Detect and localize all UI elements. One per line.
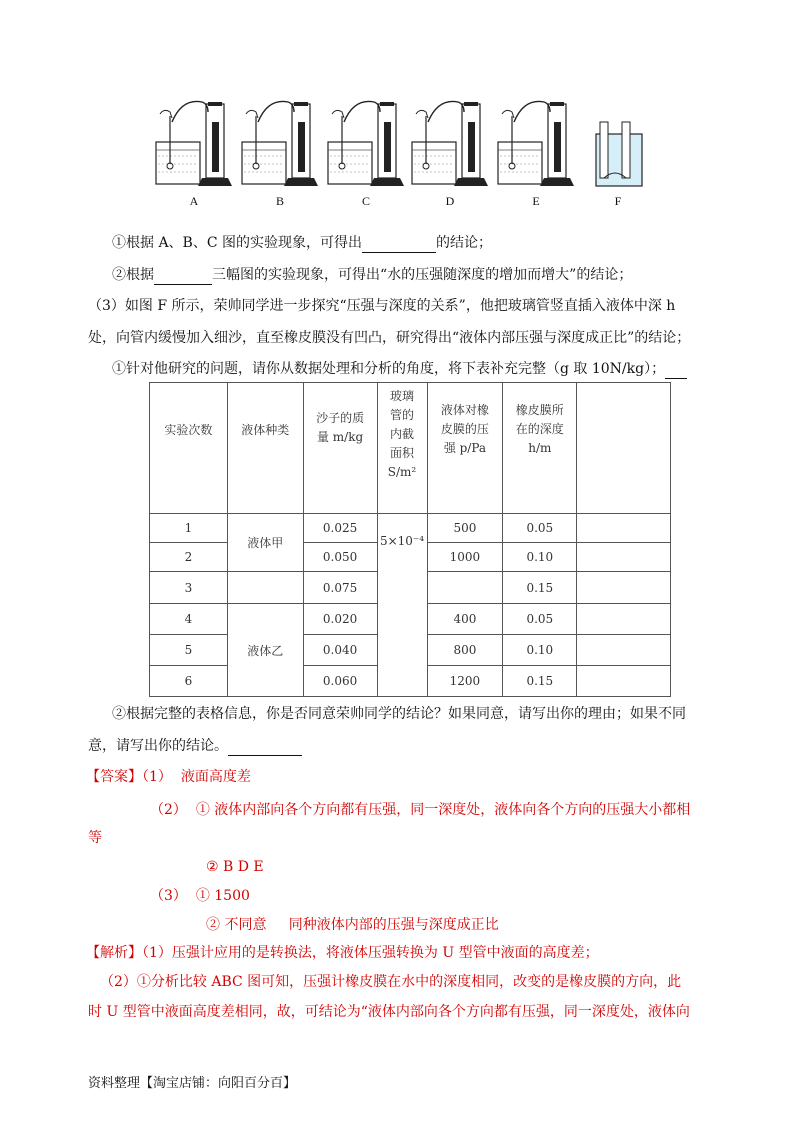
cell-trial: 5 bbox=[150, 635, 228, 666]
cell-extra[interactable] bbox=[577, 514, 671, 543]
cell-pressure-blank[interactable] bbox=[427, 572, 503, 604]
header-liquid: 液体种类 bbox=[227, 383, 303, 514]
answer-2-line1: ① 液体内部向各个方向都有压强，同一深度处，液体向各个方向的压强大小都相 bbox=[195, 802, 691, 818]
answer-blank[interactable] bbox=[362, 232, 436, 253]
answer-1-text: 液面高度差 bbox=[180, 769, 251, 785]
cell-trial: 6 bbox=[150, 666, 228, 697]
question-3-line1: （3）如图 F 所示，荣帅同学进一步探究“压强与深度的关系”，他把玻璃管竖直插入液体中深 h bbox=[88, 298, 676, 314]
cell-mass: 0.075 bbox=[303, 572, 377, 604]
cell-area: 5×10⁻⁴ bbox=[377, 514, 427, 697]
footer-credit: 资料整理【淘宝店铺：向阳百分百】 bbox=[88, 1076, 297, 1091]
cell-extra[interactable] bbox=[577, 666, 671, 697]
cell-liquid-b: 液体乙 bbox=[227, 604, 303, 697]
question-3-1 bbox=[112, 358, 687, 379]
figure-label-a: A bbox=[189, 194, 199, 208]
figure-label-d: D bbox=[445, 194, 455, 208]
header-extra[interactable] bbox=[577, 383, 671, 514]
header-pressure: 液体对橡 皮膜的压 强 p/Pa bbox=[427, 383, 503, 514]
answer-tag: 【答案】 bbox=[86, 769, 142, 785]
question-2-2-text: 三幅图的实验现象，可得出“水的压强随深度的增加而增大”的结论； bbox=[212, 267, 633, 283]
header-trial: 实验次数 bbox=[150, 383, 228, 514]
question-2-1 bbox=[112, 232, 492, 253]
answer-blank[interactable] bbox=[154, 264, 212, 285]
figure-label-e: E bbox=[532, 194, 540, 208]
cell-trial: 3 bbox=[150, 572, 228, 604]
header-area: 玻璃 管的 内截 面积 S/m² bbox=[377, 383, 427, 514]
cell-depth: 0.05 bbox=[503, 514, 577, 543]
cell-mass: 0.040 bbox=[303, 635, 377, 666]
table-row bbox=[150, 514, 671, 543]
cell-pressure: 1000 bbox=[427, 543, 503, 572]
header-depth: 橡皮膜所 在的深度 h/m bbox=[503, 383, 577, 514]
data-table bbox=[149, 382, 671, 697]
analysis-p1: （1）压强计应用的是转换法，将液体压强转换为 U 型管中液面的高度差； bbox=[142, 945, 599, 961]
answer-3-2-verdict: ② 不同意 bbox=[206, 917, 267, 933]
question-3-line2: 处，向管内缓慢加入细沙，直至橡皮膜没有凹凸，研究得出“液体内部压强与深度成正比”的结论； bbox=[88, 330, 691, 346]
question-3-2-text: 意，请写出你的结论。 bbox=[88, 738, 228, 754]
cell-liquid-a: 液体甲 bbox=[227, 514, 303, 572]
answer-2-line2: 等 bbox=[88, 830, 102, 846]
experiment-figure bbox=[148, 92, 658, 212]
analysis-line-1 bbox=[86, 943, 599, 963]
answer-line-3 bbox=[150, 886, 250, 906]
answer-blank[interactable] bbox=[228, 735, 302, 756]
cell-pressure: 1200 bbox=[427, 666, 503, 697]
cell-pressure: 500 bbox=[427, 514, 503, 543]
figure-label-b: B bbox=[275, 194, 285, 208]
answer-line-1 bbox=[86, 767, 251, 787]
cell-mass: 0.025 bbox=[303, 514, 377, 543]
cell-pressure: 800 bbox=[427, 635, 503, 666]
cell-depth: 0.15 bbox=[503, 666, 577, 697]
question-3-2-line2 bbox=[88, 735, 302, 756]
answer-3-2 bbox=[206, 915, 499, 935]
answer-3-1: ① 1500 bbox=[195, 888, 250, 904]
cell-mass: 0.050 bbox=[303, 543, 377, 572]
cell-depth: 0.15 bbox=[503, 572, 577, 604]
answer-blank[interactable] bbox=[665, 358, 687, 379]
header-mass: 沙子的质 量 m/kg bbox=[303, 383, 377, 514]
answer-3-num: （3） bbox=[150, 888, 187, 904]
cell-depth: 0.10 bbox=[503, 543, 577, 572]
cell-extra[interactable] bbox=[577, 604, 671, 635]
cell-trial: 4 bbox=[150, 604, 228, 635]
answer-3-2-conclusion: 同种液体内部的压强与深度成正比 bbox=[288, 917, 499, 933]
cell-liquid bbox=[227, 572, 303, 604]
cell-extra[interactable] bbox=[577, 543, 671, 572]
analysis-p2-line2: 时 U 型管中液面高度差相同，故，可结论为“液体内部向各个方向都有压强，同一深度处，液体向 bbox=[88, 1004, 690, 1020]
cell-trial: 2 bbox=[150, 543, 228, 572]
analysis-p2-line1: （2）①分析比较 ABC 图可知，压强计橡皮膜在水中的深度相同，改变的是橡皮膜的方向，此 bbox=[100, 974, 682, 990]
cell-mass: 0.060 bbox=[303, 666, 377, 697]
question-2-2 bbox=[112, 264, 632, 285]
question-2-2-prefix: ②根据 bbox=[112, 267, 154, 283]
question-2-1-text: ①根据 A、B、C 图的实验现象，可得出 bbox=[112, 235, 363, 251]
question-3-2-line1: ②根据完整的表格信息，你是否同意荣帅同学的结论？如果同意，请写出你的理由；如果不同 bbox=[112, 706, 686, 722]
cell-mass: 0.020 bbox=[303, 604, 377, 635]
table-header-row bbox=[150, 383, 671, 514]
cell-trial: 1 bbox=[150, 514, 228, 543]
question-3-1-text: ①针对他研究的问题，请你从数据处理和分析的角度，将下表补充完整（g 取 10N/kg）； bbox=[112, 361, 666, 377]
cell-pressure: 400 bbox=[427, 604, 503, 635]
question-2-1-suffix: 的结论； bbox=[436, 235, 493, 251]
answer-2-2: ② B D E bbox=[206, 859, 264, 875]
cell-depth: 0.10 bbox=[503, 635, 577, 666]
answer-line-2 bbox=[150, 800, 690, 820]
cell-extra[interactable] bbox=[577, 572, 671, 604]
analysis-tag: 【解析】 bbox=[86, 945, 142, 961]
answer-2-num: （2） bbox=[150, 802, 187, 818]
figure-label-c: C bbox=[361, 194, 371, 208]
figure-label-f: F bbox=[614, 194, 622, 208]
cell-depth: 0.05 bbox=[503, 604, 577, 635]
cell-extra[interactable] bbox=[577, 635, 671, 666]
answer-1-num: （1） bbox=[142, 769, 172, 785]
